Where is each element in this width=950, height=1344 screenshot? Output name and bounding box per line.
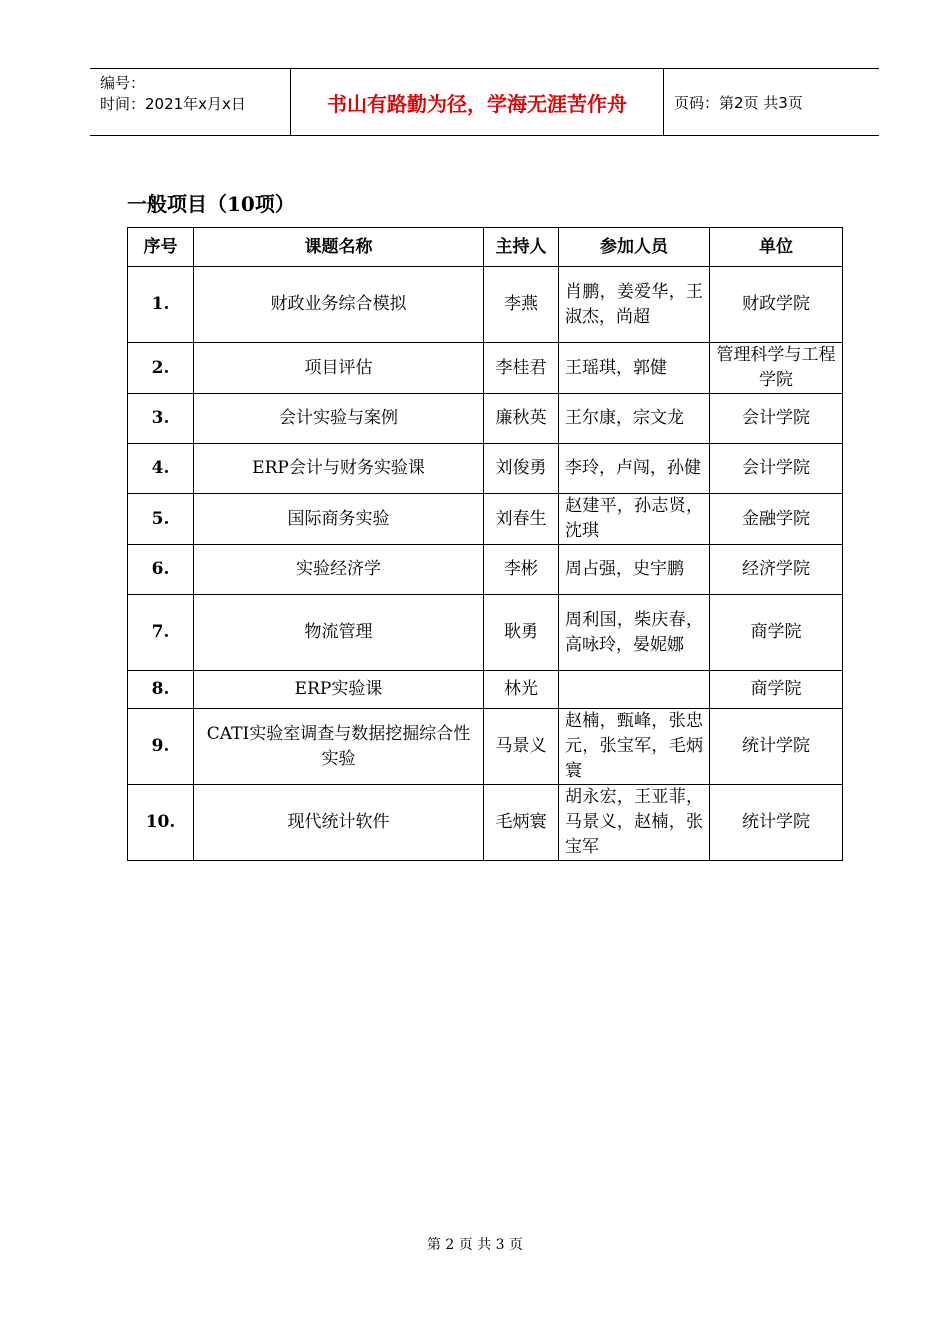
cell-name: ERP实验课 bbox=[194, 671, 484, 709]
header-motto: 书山有路勤为径，学海无涯苦作舟 bbox=[291, 69, 664, 135]
cell-members: 胡永宏，王亚菲，马景义，赵楠，张宝军 bbox=[559, 785, 710, 861]
cell-no: 6. bbox=[128, 545, 194, 595]
table-row bbox=[128, 494, 843, 545]
cell-host: 刘春生 bbox=[484, 494, 559, 545]
cell-unit: 经济学院 bbox=[710, 545, 843, 595]
table-row bbox=[128, 343, 843, 394]
cell-name: 物流管理 bbox=[194, 595, 484, 671]
header-cell-no: 序号 bbox=[128, 228, 194, 267]
cell-members: 赵建平，孙志贤，沈琪 bbox=[559, 494, 710, 545]
project-table bbox=[127, 227, 843, 861]
table-row bbox=[128, 394, 843, 444]
page-footer: 第 2 页 共 3 页 bbox=[426, 1237, 524, 1253]
table-row bbox=[128, 444, 843, 494]
cell-unit: 会计学院 bbox=[710, 444, 843, 494]
cell-name: 财政业务综合模拟 bbox=[194, 267, 484, 343]
cell-unit: 财政学院 bbox=[710, 267, 843, 343]
cell-name: CATI实验室调查与数据挖掘综合性实验 bbox=[194, 709, 484, 785]
cell-name: 项目评估 bbox=[194, 343, 484, 394]
cell-members: 周占强，史宇鹏 bbox=[559, 545, 710, 595]
cell-host: 毛炳寰 bbox=[484, 785, 559, 861]
cell-host: 刘俊勇 bbox=[484, 444, 559, 494]
cell-host: 李桂君 bbox=[484, 343, 559, 394]
cell-unit: 商学院 bbox=[710, 595, 843, 671]
table-row bbox=[128, 785, 843, 861]
table-row bbox=[128, 671, 843, 709]
table-row bbox=[128, 709, 843, 785]
cell-members: 王瑶琪，郭健 bbox=[559, 343, 710, 394]
cell-host: 耿勇 bbox=[484, 595, 559, 671]
cell-host: 林光 bbox=[484, 671, 559, 709]
cell-no: 5. bbox=[128, 494, 194, 545]
cell-name: 实验经济学 bbox=[194, 545, 484, 595]
cell-host: 李燕 bbox=[484, 267, 559, 343]
cell-members bbox=[559, 671, 710, 709]
cell-members: 周利国，柴庆春，高咏玲，晏妮娜 bbox=[559, 595, 710, 671]
header-cell-name: 课题名称 bbox=[194, 228, 484, 267]
time-label: 时间：2021年x月x日 bbox=[100, 95, 246, 113]
table-row bbox=[128, 595, 843, 671]
header-cell-members: 参加人员 bbox=[559, 228, 710, 267]
section-title: 一般项目（10项） bbox=[127, 192, 295, 216]
header-cell-unit: 单位 bbox=[710, 228, 843, 267]
cell-no: 9. bbox=[128, 709, 194, 785]
cell-name: 国际商务实验 bbox=[194, 494, 484, 545]
cell-unit: 会计学院 bbox=[710, 394, 843, 444]
header-page-label: 页码：第2页 共3页 bbox=[674, 93, 803, 112]
cell-members: 李玲，卢闯，孙健 bbox=[559, 444, 710, 494]
cell-name: ERP会计与财务实验课 bbox=[194, 444, 484, 494]
cell-no: 7. bbox=[128, 595, 194, 671]
cell-no: 8. bbox=[128, 671, 194, 709]
cell-unit: 统计学院 bbox=[710, 709, 843, 785]
cell-no: 4. bbox=[128, 444, 194, 494]
cell-name: 现代统计软件 bbox=[194, 785, 484, 861]
cell-no: 1. bbox=[128, 267, 194, 343]
cell-no: 10. bbox=[128, 785, 194, 861]
serial-label: 编号： bbox=[100, 74, 146, 92]
cell-unit: 金融学院 bbox=[710, 494, 843, 545]
table-row bbox=[128, 267, 843, 343]
cell-host: 廉秋英 bbox=[484, 394, 559, 444]
page-header bbox=[90, 68, 879, 136]
table-header-row bbox=[128, 228, 843, 267]
cell-members: 肖鹏，姜爱华，王淑杰，尚超 bbox=[559, 267, 710, 343]
cell-no: 3. bbox=[128, 394, 194, 444]
cell-host: 马景义 bbox=[484, 709, 559, 785]
cell-members: 赵楠，甄峰，张忠元，张宝军，毛炳寰 bbox=[559, 709, 710, 785]
cell-members: 王尔康，宗文龙 bbox=[559, 394, 710, 444]
cell-unit: 商学院 bbox=[710, 671, 843, 709]
table-row bbox=[128, 545, 843, 595]
cell-host: 李彬 bbox=[484, 545, 559, 595]
table-body bbox=[128, 267, 843, 861]
cell-unit: 统计学院 bbox=[710, 785, 843, 861]
cell-unit: 管理科学与工程学院 bbox=[710, 343, 843, 394]
cell-name: 会计实验与案例 bbox=[194, 394, 484, 444]
cell-no: 2. bbox=[128, 343, 194, 394]
header-meta bbox=[90, 69, 291, 135]
header-cell-host: 主持人 bbox=[484, 228, 559, 267]
